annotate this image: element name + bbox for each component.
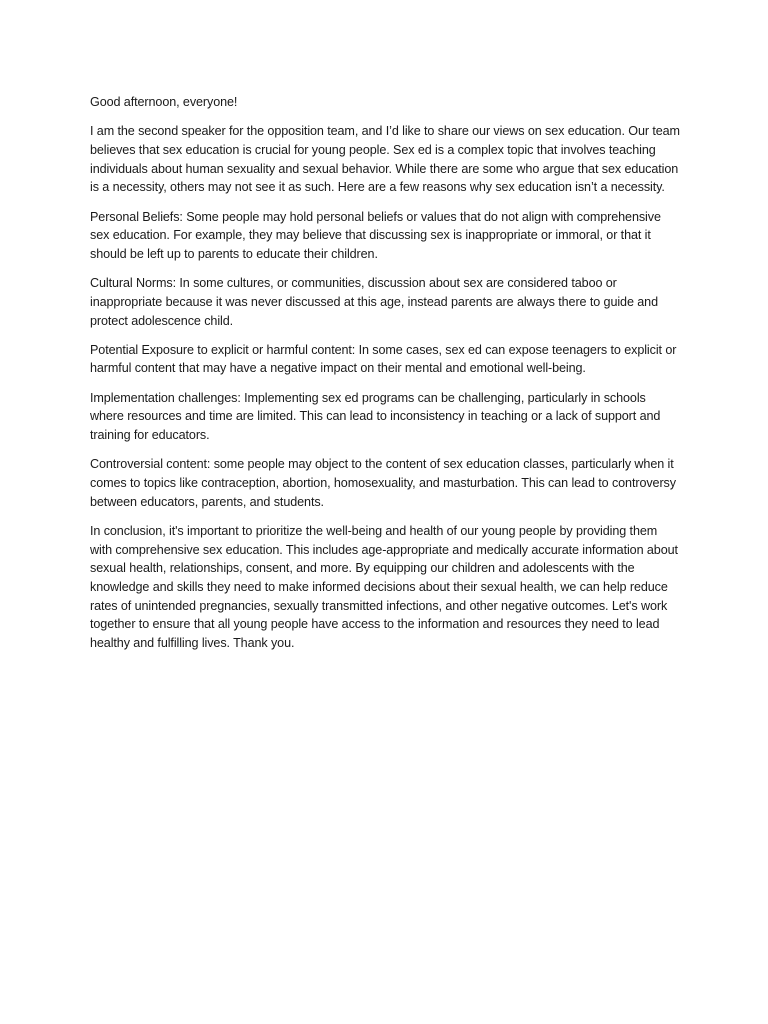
paragraph-intro: I am the second speaker for the opposition team, and I’d like to share our views on sex education. Our team believes that sex education is crucial for young people. Sex ed is a complex topic that involves teaching individuals about human sexuality and sexual behavior. While there are some who argue that sex education is a necessity, others may not see it as such. Here are a few reasons why sex education isn’t a necessity.	[90, 124, 680, 195]
paragraph-personal-beliefs: Personal Beliefs: Some people may hold personal beliefs or values that do not align with comprehensive sex education. For example, they may believe that discussing sex is inappropriate or immoral, or that it should be left up to parents to educate their children.	[90, 209, 661, 261]
greeting: Good afternoon, everyone!	[90, 95, 238, 109]
paragraph-cultural-norms: Cultural Norms: In some cultures, or communities, discussion about sex are considered taboo or inappropriate because it was never discussed at this age, instead parents are always there to guide and protect adolescence child.	[90, 276, 658, 328]
document-body	[90, 93, 680, 663]
paragraph-controversial-content: Controversial content: some people may object to the content of sex education classes, particularly when it comes to topics like contraception, abortion, homosexuality, and masturbation. This can lead to controversy between educators, parents, and students.	[90, 457, 676, 509]
paragraph-implementation-challenges: Implementation challenges: Implementing sex ed programs can be challenging, particularly in schools where resources and time are limited. This can lead to inconsistency in teaching or a lack of support and training for educators.	[90, 390, 661, 443]
paragraph-potential-exposure: Potential Exposure to explicit or harmful content: In some cases, sex ed can expose teenagers to explicit or harmful content that may have a negative impact on their mental and emotional well-being.	[90, 342, 677, 376]
paragraph-conclusion: In conclusion, it's important to prioritize the well-being and health of our young people by providing them with comprehensive sex education. This includes age-appropriate and medically accurate information about sexual health, relationships, consent, and more. By equipping our children and adolescents with the knowledge and skills they need to make informed decisions about their sexual health, we can help reduce rates of unintended pregnancies, sexually transmitted infections, and other negative outcomes. Let's work together to ensure that all young people have access to the information and resources they need to lead healthy and fulfilling lives. Thank you.	[90, 523, 678, 651]
